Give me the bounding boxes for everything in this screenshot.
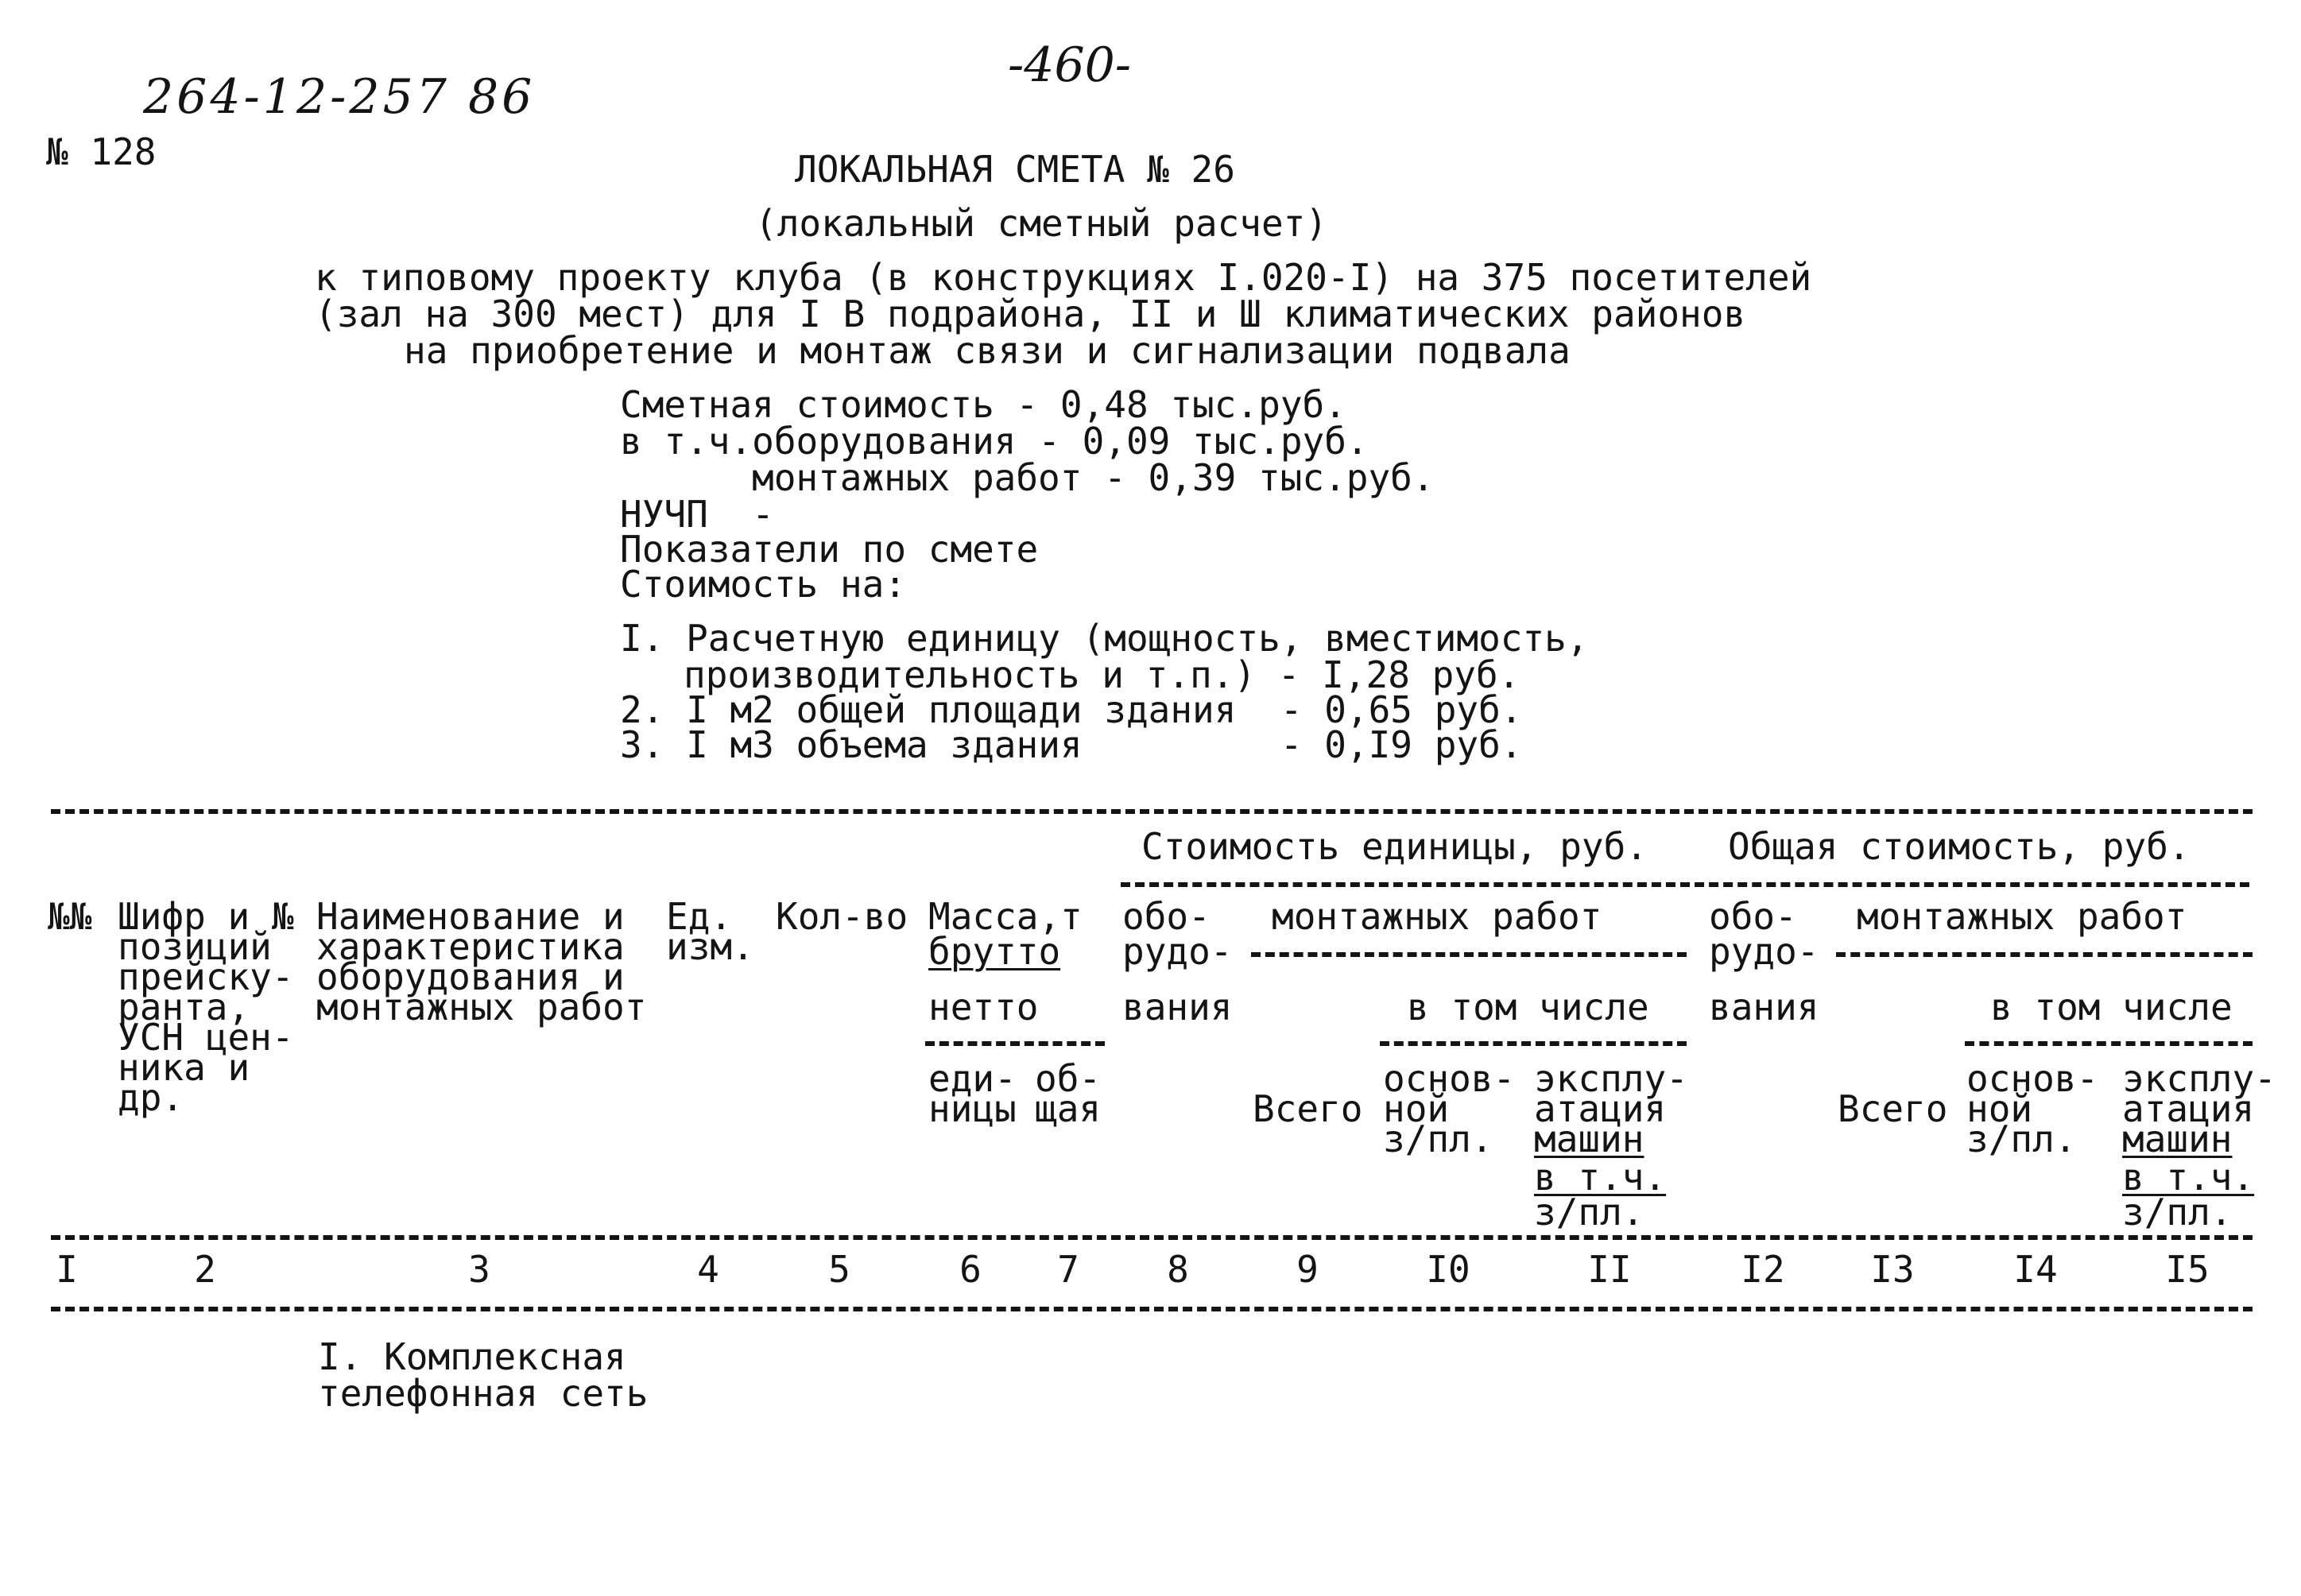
col-mass-total-l2: щая [1035, 1087, 1102, 1130]
col-mass: Масса,т [928, 895, 1083, 938]
col15-l1: эксплу- [2122, 1057, 2276, 1100]
col-code-l2: позиций [118, 925, 272, 968]
col-unit-l1: Ед. [666, 895, 733, 938]
col-netto: нетто [928, 986, 1039, 1028]
archive-code: 264-12-257 86 [143, 69, 536, 125]
col15-l4: в т.ч. [2122, 1156, 2255, 1199]
col-mass-unit-l1: еди- [928, 1057, 1017, 1100]
col15-l3: машин [2122, 1118, 2233, 1160]
group-rule [1121, 882, 2249, 887]
doc-number: № 128 [46, 130, 157, 173]
section-title-l1: I. Комплексная [318, 1335, 626, 1378]
col-mass-total-l1: об- [1035, 1057, 1102, 1100]
col-code-l7: др. [118, 1076, 184, 1119]
montage-works-total: монтажных работ [1857, 895, 2187, 938]
indicators-heading: Показатели по смете [620, 528, 1039, 571]
nuchp: НУЧП - [620, 493, 774, 536]
col-code-l5: УСН цен- [118, 1016, 294, 1059]
column-number-12: I2 [1741, 1248, 1785, 1291]
col8-equip-l2: рудо- [1122, 930, 1233, 973]
indicator-1: I. Расчетную единицу (мощность, вместимость, [620, 617, 1589, 660]
col-code-l1: Шифр и № [118, 895, 294, 938]
indicator-2: 2. I м2 общей площади здания - 0,65 руб. [620, 688, 1523, 731]
project-line-2: (зал на 300 мест) для I В подрайона, II и Ш климатических районов [315, 292, 1746, 335]
column-number-14: I4 [2013, 1248, 2058, 1291]
col-quantity: Кол-во [776, 895, 908, 938]
col-name-l1: Наименование и [316, 895, 625, 938]
col14-l2: ной [1966, 1087, 2033, 1130]
table-top-rule [51, 809, 2253, 814]
document-subtitle: (локальный сметный расчет) [755, 202, 1328, 245]
page-number: -460- [1008, 37, 1132, 93]
montage-works-unit: монтажных работ [1272, 895, 1602, 938]
montage-rule-unit [1251, 952, 1687, 957]
col-name-l3: оборудования и [316, 955, 625, 998]
col-name-l2: характеристика [316, 925, 625, 968]
column-number-2: 2 [194, 1248, 216, 1291]
col15-l2: атация [2122, 1087, 2255, 1130]
col10-l2: ной [1383, 1087, 1450, 1130]
col12-equip-l3: вания [1709, 986, 1819, 1028]
col13-total: Всего [1838, 1087, 1948, 1130]
col11-l4: в т.ч. [1534, 1156, 1667, 1199]
col12-equip-l1: обо- [1709, 895, 1797, 938]
group-unit-cost: Стоимость единицы, руб. [1141, 825, 1648, 868]
montage-rule-total [1836, 952, 2253, 957]
col11-l1: эксплу- [1534, 1057, 1688, 1100]
col-unit-l2: изм. [666, 925, 754, 968]
col9-total: Всего [1253, 1087, 1363, 1130]
column-number-6: 6 [959, 1248, 982, 1291]
col-number-header: №№ [48, 895, 92, 938]
col12-equip-l2: рудо- [1709, 930, 1819, 973]
col8-equip-l1: обо- [1122, 895, 1211, 938]
col14-l1: основ- [1966, 1057, 2099, 1100]
cost-on-label: Стоимость на: [620, 563, 907, 606]
document-title: ЛОКАЛЬНАЯ СМЕТА № 26 [795, 148, 1235, 191]
column-number-10: I0 [1426, 1248, 1470, 1291]
col10-l3: з/пл. [1383, 1118, 1493, 1160]
column-number-11: II [1587, 1248, 1632, 1291]
col-name-l4: монтажных работ [316, 986, 647, 1028]
numbers-bottom-rule [51, 1307, 2253, 1311]
column-number-5: 5 [828, 1248, 850, 1291]
incl-rule-total [1965, 1041, 2253, 1046]
header-bottom-rule [51, 1235, 2253, 1240]
column-number-13: I3 [1870, 1248, 1915, 1291]
col10-l1: основ- [1383, 1057, 1516, 1100]
column-number-9: 9 [1296, 1248, 1319, 1291]
col-code-l6: ника и [118, 1046, 250, 1089]
indicator-3: 3. I м3 объема здания - 0,I9 руб. [620, 723, 1523, 766]
cost-equipment: в т.ч.оборудования - 0,09 тыс.руб. [620, 420, 1369, 463]
column-number-7: 7 [1057, 1248, 1079, 1291]
col-mass-unit-l2: ницы [928, 1087, 1017, 1130]
indicator-1-cont: производительность и т.п.) - I,28 руб. [684, 653, 1520, 696]
column-number-8: 8 [1167, 1248, 1189, 1291]
incl-unit: в том числе [1407, 986, 1649, 1028]
project-line-3: на приобретение и монтаж связи и сигнализации подвала [404, 329, 1571, 372]
col8-equip-l3: вания [1122, 986, 1233, 1028]
col11-l5: з/пл. [1534, 1191, 1644, 1234]
group-total-cost: Общая стоимость, руб. [1728, 825, 2191, 868]
col11-l3: машин [1534, 1118, 1644, 1160]
col-code-l4: ранта, [118, 986, 250, 1028]
cost-total: Сметная стоимость - 0,48 тыс.руб. [620, 383, 1346, 426]
col11-l2: атация [1534, 1087, 1667, 1130]
col-brutto: брутто [928, 930, 1061, 973]
column-number-3: 3 [468, 1248, 490, 1291]
incl-total: в том числе [1990, 986, 2233, 1028]
col-code-l3: прейску- [118, 955, 294, 998]
col15-l5: з/пл. [2122, 1191, 2233, 1234]
cost-installation: монтажных работ - 0,39 тыс.руб. [752, 456, 1435, 499]
incl-rule-unit [1380, 1041, 1687, 1046]
column-number-1: I [56, 1248, 78, 1291]
column-number-15: I5 [2165, 1248, 2210, 1291]
section-title-l2: телефонная сеть [318, 1372, 649, 1415]
netto-rule [925, 1041, 1105, 1046]
project-line-1: к типовому проекту клуба (в конструкциях I.020-I) на 375 посетителей [315, 256, 1812, 299]
column-number-4: 4 [697, 1248, 719, 1291]
col14-l3: з/пл. [1966, 1118, 2077, 1160]
